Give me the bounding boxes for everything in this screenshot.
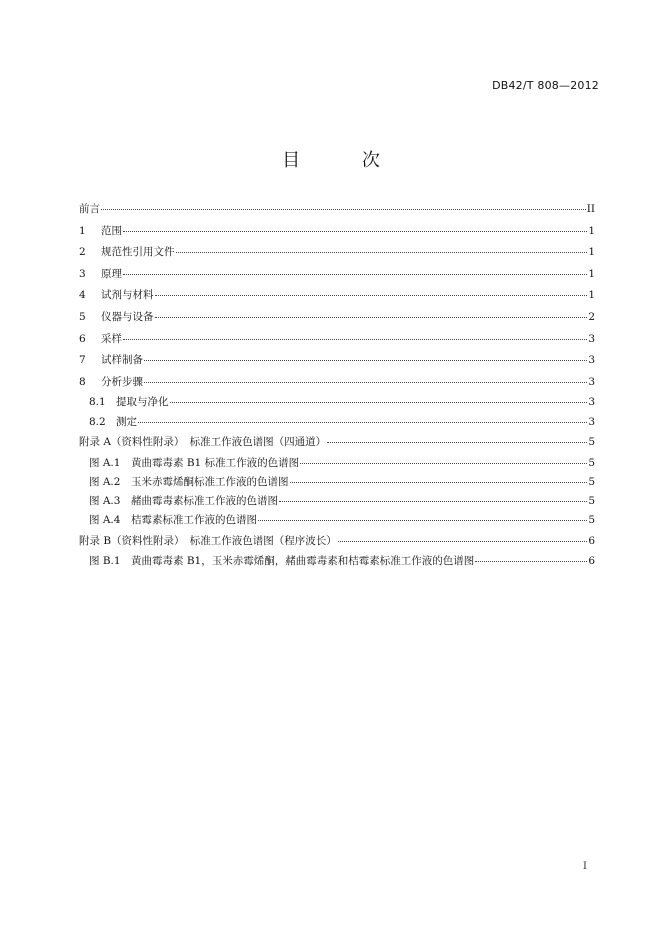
toc-leader-dots [170, 402, 588, 403]
document-code: DB42/T 808—2012 [492, 79, 599, 92]
toc-entry-number: 7 [79, 354, 86, 367]
toc-entry-page: 5 [588, 475, 595, 488]
toc-leader-dots [144, 382, 587, 383]
toc-figure-entry[interactable] [79, 492, 595, 511]
toc-leader-dots [123, 274, 587, 275]
toc-entry-label: 测定 [116, 415, 137, 428]
toc-leader-dots [279, 501, 587, 502]
toc-entry-number: 8 [79, 375, 86, 388]
toc-entry-label: 试剂与材料 [101, 289, 154, 302]
toc-entry-label: 提取与净化 [116, 396, 169, 409]
toc-entry-page: 5 [588, 435, 595, 448]
toc-figure-entry[interactable] [79, 511, 595, 530]
toc-figure-entry[interactable] [79, 473, 595, 492]
toc-leader-dots [258, 520, 587, 521]
toc-entry-number: 3 [79, 267, 86, 280]
toc-entry-appendix[interactable] [79, 432, 595, 454]
toc-entry-page: 1 [588, 267, 595, 280]
toc-entry-foreword[interactable] [79, 199, 595, 221]
toc-entry-label: 仪器与设备 [101, 310, 154, 323]
toc-leader-dots [176, 252, 588, 253]
toc-entry-page: 6 [588, 555, 595, 568]
toc-entry-label: 黄曲霉毒素 B1，玉米赤霉烯酮，赭曲霉毒素和桔霉素标准工作液的色谱图 [131, 555, 475, 568]
toc-leader-dots [338, 541, 588, 542]
page-title: 目 次 [282, 150, 408, 171]
toc-entry-label: 原理 [101, 267, 122, 280]
toc-entry-number: 8.2 [89, 415, 106, 428]
toc-entry-page: 3 [588, 332, 595, 345]
toc-entry-page: 5 [588, 495, 595, 508]
toc-entry-page: 3 [588, 415, 595, 428]
toc-entry-page: 6 [588, 534, 595, 547]
toc-leader-dots [123, 339, 587, 340]
toc-entry-label: 范围 [101, 224, 122, 237]
toc-entry[interactable] [79, 307, 595, 329]
toc-entry-number: 2 [79, 246, 86, 259]
toc-entry-label: 试样制备 [101, 354, 143, 367]
toc-entry[interactable] [79, 372, 595, 394]
toc-entry-page: 1 [588, 224, 595, 237]
toc-entry-number: 图 A.3 [89, 495, 121, 508]
toc-entry-number: 图 A.2 [89, 475, 121, 488]
toc-entry[interactable] [79, 285, 595, 307]
toc-leader-dots [138, 422, 587, 423]
toc-entry-number: 8.1 [89, 396, 106, 409]
page-number: I [583, 861, 587, 872]
toc-leader-dots [300, 463, 587, 464]
toc-leader-dots [475, 561, 587, 562]
toc-entry-page: II [586, 203, 595, 215]
toc-entry-page: 2 [588, 310, 595, 323]
toc-entry[interactable] [79, 221, 595, 243]
toc-entry-page: 3 [588, 354, 595, 367]
toc-leader-dots [155, 317, 588, 318]
toc-entry-page: 3 [588, 375, 595, 388]
toc-entry-number: 1 [79, 224, 86, 237]
toc-entry-number: 图 B.1 [89, 555, 121, 568]
toc-entry-label: 采样 [101, 332, 122, 345]
toc-entry-label: 玉米赤霉烯酮标准工作液的色谱图 [131, 475, 289, 488]
toc-entry-number: 图 A.1 [89, 456, 121, 469]
toc-subentry[interactable] [79, 393, 595, 412]
toc-entry-page: 1 [588, 246, 595, 259]
toc-entry-number: 5 [79, 310, 86, 323]
toc-entry[interactable] [79, 350, 595, 372]
toc-leader-dots [123, 231, 587, 232]
toc-entry-label: 桔霉素标准工作液的色谱图 [131, 514, 257, 527]
toc-leader-dots [144, 360, 587, 361]
toc-entry-label: 前言 [79, 203, 100, 215]
table-of-contents [79, 199, 595, 572]
toc-entry-page: 5 [588, 514, 595, 527]
toc-entry-label: 规范性引用文件 [101, 246, 175, 259]
toc-entry-number: 图 A.4 [89, 514, 121, 527]
toc-entry-appendix[interactable] [79, 531, 595, 553]
toc-entry-label: 附录 A（资料性附录） 标准工作液色谱图（四通道） [79, 435, 327, 448]
toc-leader-dots [101, 209, 586, 210]
toc-entry-label: 附录 B（资料性附录） 标准工作液色谱图（程序波长） [79, 534, 337, 547]
toc-leader-dots [290, 482, 588, 483]
toc-subentry[interactable] [79, 413, 595, 432]
toc-entry[interactable] [79, 329, 595, 351]
toc-entry-page: 1 [588, 289, 595, 302]
toc-entry-page: 5 [588, 456, 595, 469]
toc-entry-number: 4 [79, 289, 86, 302]
toc-figure-entry[interactable] [79, 552, 595, 571]
toc-entry[interactable] [79, 242, 595, 264]
toc-entry-page: 3 [588, 396, 595, 409]
toc-entry-label: 分析步骤 [101, 375, 143, 388]
toc-entry-label: 赭曲霉毒素标准工作液的色谱图 [131, 495, 278, 508]
toc-entry-label: 黄曲霉毒素 B1 标准工作液的色谱图 [131, 456, 300, 469]
toc-figure-entry[interactable] [79, 454, 595, 473]
toc-entry[interactable] [79, 264, 595, 286]
toc-entry-number: 6 [79, 332, 86, 345]
toc-leader-dots [327, 442, 587, 443]
toc-leader-dots [155, 295, 588, 296]
